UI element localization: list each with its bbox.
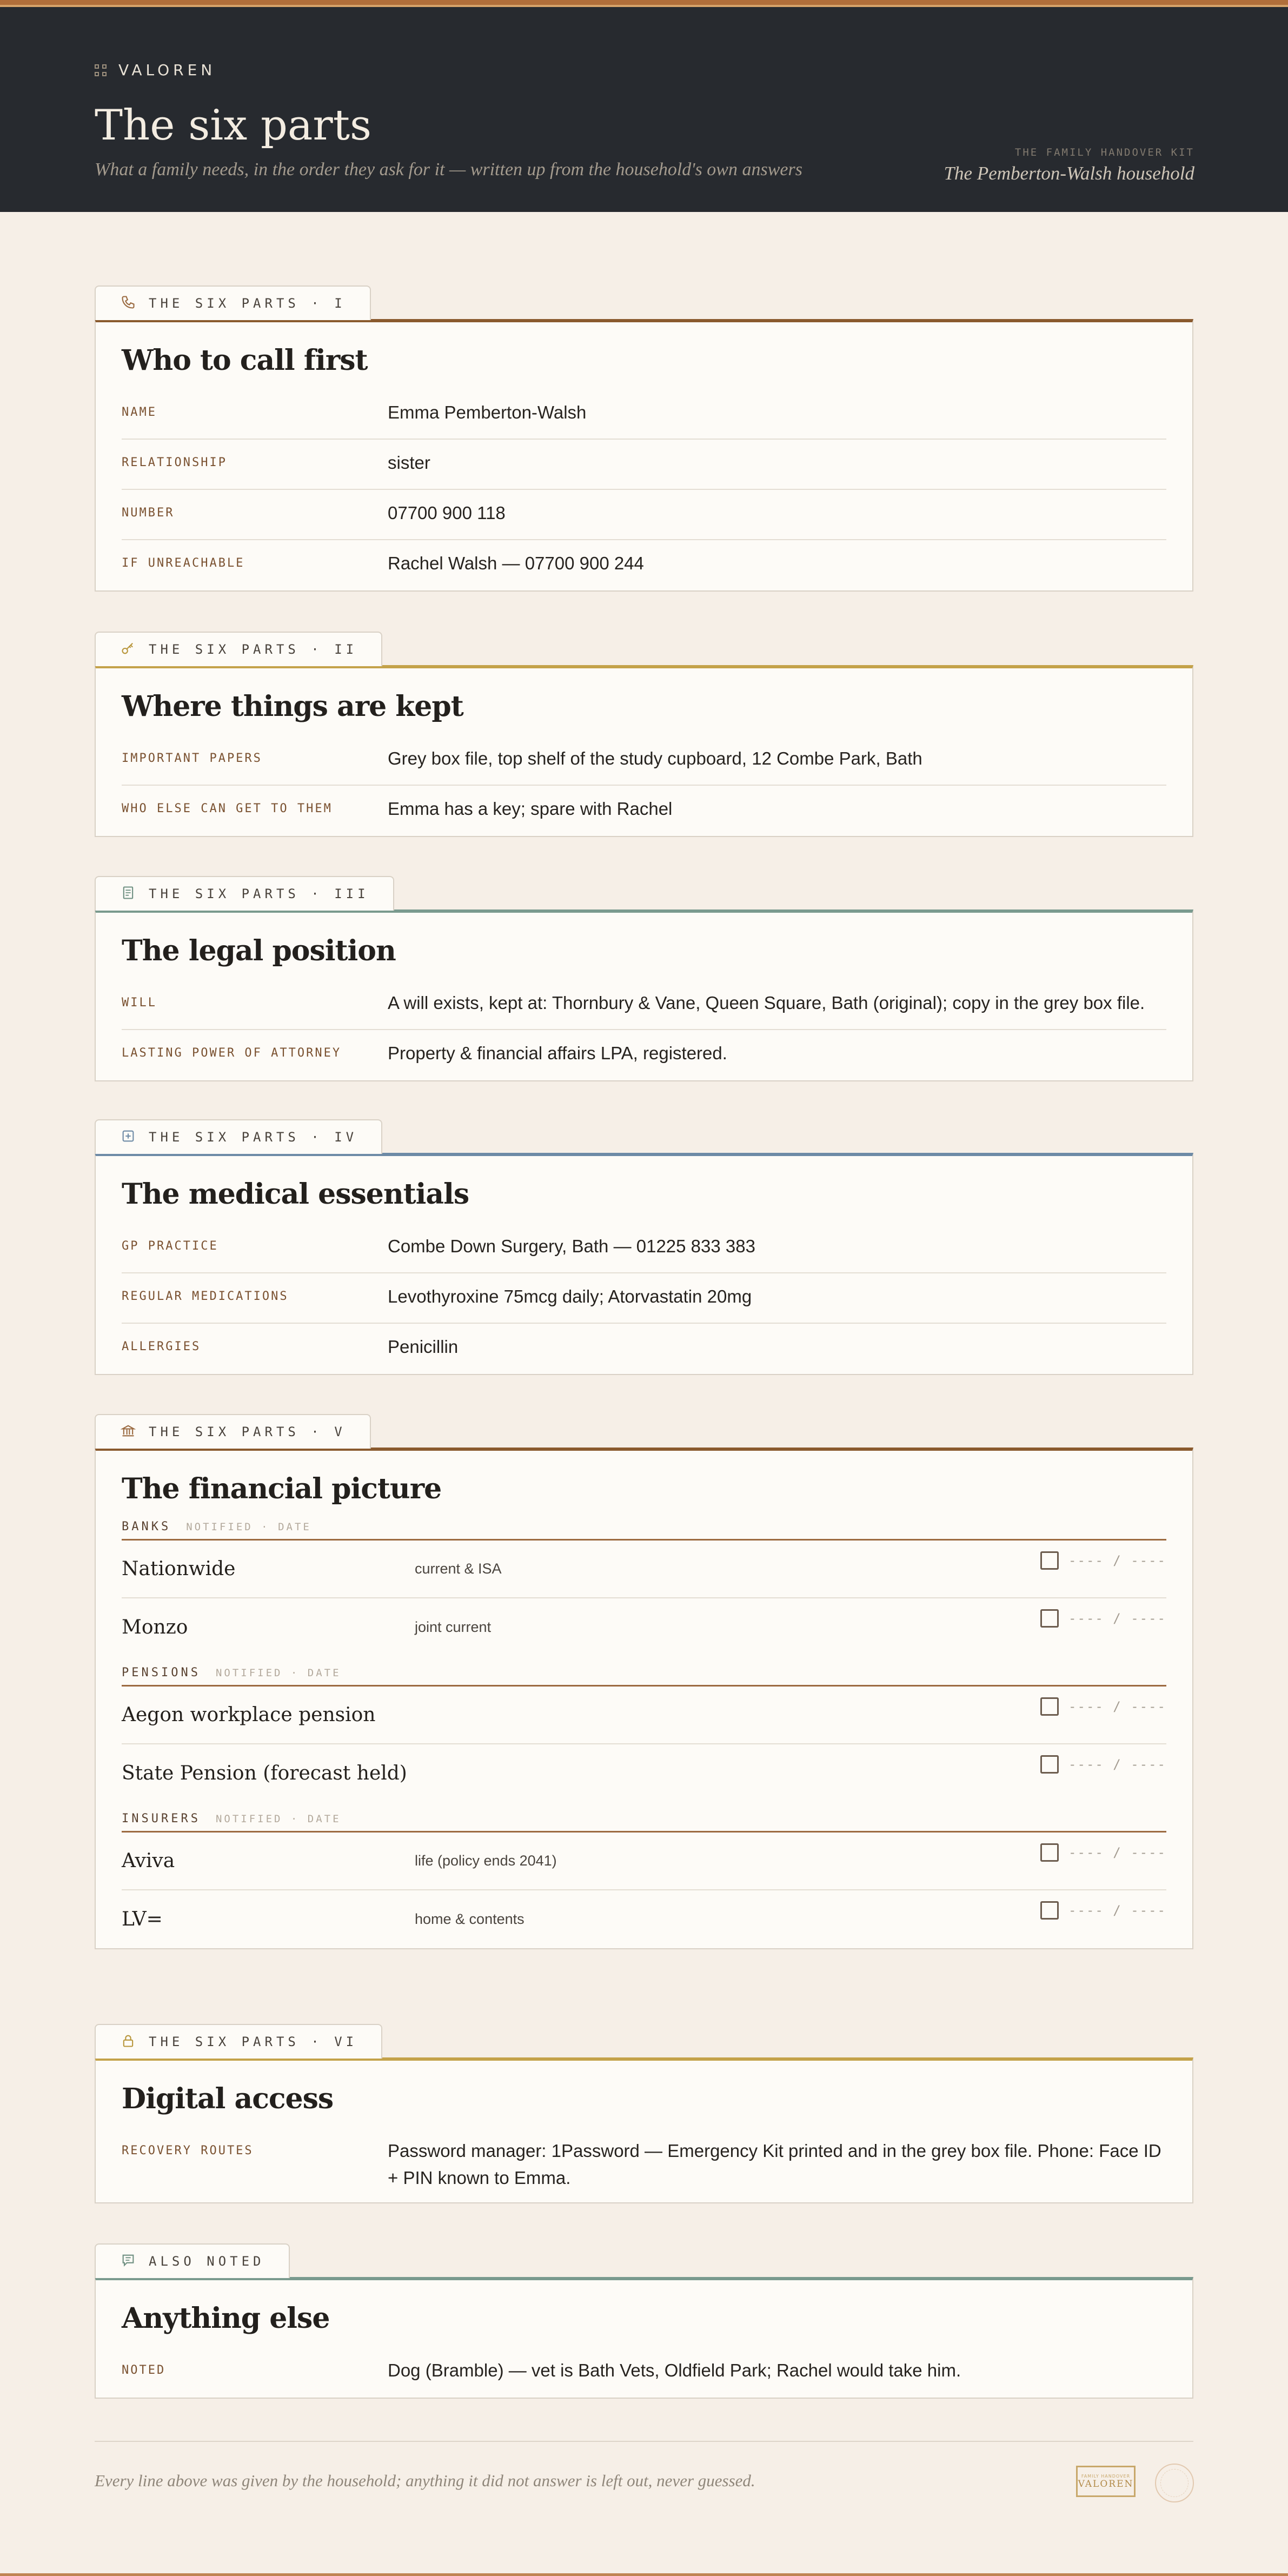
household-name: The Pemberton-Walsh household	[944, 163, 1194, 184]
group-name: INSURERS	[122, 1812, 201, 1825]
field-label: NOTED	[122, 2363, 166, 2377]
card-title: Where things are kept	[122, 690, 463, 723]
field-row	[122, 2128, 1166, 2202]
tab-section-4	[95, 1119, 382, 1154]
notified-checkbox[interactable]	[1040, 1901, 1059, 1920]
field-value: sister	[388, 453, 430, 473]
field-label: WHO ELSE CAN GET TO THEM	[122, 802, 333, 815]
account-name: Nationwide	[122, 1558, 236, 1580]
group-header	[122, 1808, 1166, 1833]
field-row	[122, 440, 1166, 490]
note-icon	[121, 2253, 136, 2270]
account-type: current & ISA	[415, 1561, 502, 1577]
card	[95, 319, 1193, 592]
key-icon	[121, 641, 136, 658]
notified-date[interactable]: ---- / ----	[1068, 1699, 1166, 1714]
document-icon	[121, 885, 136, 902]
card	[95, 1153, 1193, 1375]
notified-checkbox[interactable]	[1040, 1755, 1059, 1774]
field-row	[122, 786, 1166, 836]
field-value: Rachel Walsh — 07700 900 244	[388, 553, 644, 573]
notified-checkbox[interactable]	[1040, 1551, 1059, 1570]
section-medical	[95, 1119, 1193, 1376]
kit-label: THE FAMILY HANDOVER KIT	[1014, 147, 1194, 158]
field-value: Combe Down Surgery, Bath — 01225 833 383	[388, 1236, 755, 1256]
field-value: A will exists, kept at: Thornbury & Vane, Queen Square, Bath (original); copy in the grey box file.	[388, 993, 1145, 1013]
account-type: joint current	[415, 1619, 492, 1635]
field-label: RELATIONSHIP	[122, 456, 227, 469]
account-name: Aegon workplace pension	[122, 1704, 376, 1726]
tab-label: THE SIX PARTS · V	[149, 1424, 346, 1439]
stamp-brand-text: VALOREN	[1078, 2478, 1134, 2489]
field-label: GP PRACTICE	[122, 1239, 218, 1253]
group-header	[122, 1516, 1166, 1541]
field-value: Emma has a key; spare with Rachel	[388, 799, 673, 819]
footer-divider	[95, 2441, 1193, 2442]
card	[95, 665, 1193, 837]
tab-label: THE SIX PARTS · VI	[149, 2034, 358, 2049]
notified-date[interactable]: ---- / ----	[1068, 1845, 1166, 1860]
notified-control	[1040, 1551, 1166, 1570]
lock-icon	[121, 2033, 136, 2050]
notified-control	[1040, 1843, 1166, 1862]
account-name: Aviva	[122, 1850, 175, 1872]
field-row	[122, 389, 1166, 440]
account-type: life (policy ends 2041)	[415, 1853, 557, 1869]
account-name: Monzo	[122, 1616, 188, 1638]
card	[95, 2277, 1193, 2399]
notified-checkbox[interactable]	[1040, 1697, 1059, 1716]
group-subheading: NOTIFIED · DATE	[215, 1813, 341, 1825]
field-row	[122, 1223, 1166, 1273]
notified-date[interactable]: ---- / ----	[1068, 1553, 1166, 1568]
group-header	[122, 1662, 1166, 1687]
seal-icon	[1155, 2464, 1194, 2502]
card	[95, 1448, 1193, 1949]
card	[95, 2057, 1193, 2203]
tab-section-1	[95, 286, 371, 320]
field-row	[122, 1030, 1166, 1080]
field-row	[122, 490, 1166, 540]
card	[95, 909, 1193, 1081]
notified-date[interactable]: ---- / ----	[1068, 1903, 1166, 1918]
brand	[95, 61, 216, 79]
phone-icon	[121, 295, 136, 312]
field-value: Grey box file, top shelf of the study cupboard, 12 Combe Park, Bath	[388, 748, 922, 768]
tab-also-noted	[95, 2243, 290, 2278]
account-type: home & contents	[415, 1911, 525, 1927]
brand-logo-icon	[95, 64, 107, 76]
brand-stamp	[1076, 2466, 1136, 2497]
tab-label: THE SIX PARTS · III	[149, 886, 369, 901]
tab-label: ALSO NOTED	[149, 2254, 265, 2269]
card-title: Digital access	[122, 2082, 334, 2115]
group-name: PENSIONS	[122, 1666, 201, 1679]
section-digital-access	[95, 2024, 1193, 2208]
tab-section-6	[95, 2024, 382, 2059]
section-also-noted	[95, 2243, 1193, 2400]
page-subtitle: What a family needs, in the order they ask for it — written up from the household's own answers	[95, 160, 802, 180]
field-value: Dog (Bramble) — vet is Bath Vets, Oldfield Park; Rachel would take him.	[388, 2360, 961, 2380]
field-label: IMPORTANT PAPERS	[122, 752, 262, 765]
bottom-edge	[0, 2573, 1288, 2576]
account-row	[122, 1541, 1166, 1598]
footer-note: Every line above was given by the household; anything it did not answer is left out, never guessed.	[95, 2471, 755, 2490]
card-title: Who to call first	[122, 344, 368, 377]
bank-icon	[121, 1423, 136, 1440]
card-title: The medical essentials	[122, 1178, 469, 1211]
account-row	[122, 1687, 1166, 1744]
tab-label: THE SIX PARTS · I	[149, 296, 346, 311]
card-title: Anything else	[122, 2302, 330, 2335]
notified-date[interactable]: ---- / ----	[1068, 1757, 1166, 1772]
tab-section-2	[95, 632, 382, 666]
tab-label: THE SIX PARTS · IV	[149, 1130, 358, 1145]
card-title: The legal position	[122, 934, 396, 967]
account-row	[122, 1833, 1166, 1890]
field-label: NAME	[122, 406, 157, 419]
notified-control	[1040, 1609, 1166, 1628]
field-value: Levothyroxine 75mcg daily; Atorvastatin 20mg	[388, 1286, 752, 1306]
tab-label: THE SIX PARTS · II	[149, 642, 358, 657]
account-row	[122, 1598, 1166, 1656]
page-title: The six parts	[95, 101, 372, 150]
section-who-to-call	[95, 286, 1193, 594]
brand-name: VALOREN	[118, 61, 216, 79]
field-row	[122, 540, 1166, 590]
notified-checkbox[interactable]	[1040, 1609, 1059, 1628]
account-name: State Pension (forecast held)	[122, 1762, 407, 1784]
field-row	[122, 2347, 1166, 2398]
field-label: REGULAR MEDICATIONS	[122, 1290, 289, 1303]
stamp-small-text: FAMILY HANDOVER	[1081, 2473, 1131, 2479]
tab-section-5	[95, 1414, 371, 1449]
group-subheading: NOTIFIED · DATE	[215, 1667, 341, 1679]
field-value: Emma Pemberton-Walsh	[388, 402, 587, 422]
field-row	[122, 735, 1166, 786]
field-label: IF UNREACHABLE	[122, 556, 245, 570]
field-value: Penicillin	[388, 1337, 459, 1357]
field-row	[122, 1324, 1166, 1374]
account-name: LV=	[122, 1908, 163, 1930]
account-row	[122, 1744, 1166, 1802]
field-label: ALLERGIES	[122, 1340, 201, 1353]
field-row	[122, 980, 1166, 1030]
section-financial	[95, 1414, 1193, 1987]
field-label: WILL	[122, 996, 157, 1010]
field-label: RECOVERY ROUTES	[122, 2144, 254, 2157]
group-name: BANKS	[122, 1520, 171, 1533]
tab-section-3	[95, 876, 394, 911]
section-legal-position	[95, 876, 1193, 1081]
medical-cross-icon	[121, 1128, 136, 1146]
kit-info	[944, 147, 1194, 184]
field-value: Property & financial affairs LPA, registered.	[388, 1043, 727, 1063]
notified-checkbox[interactable]	[1040, 1843, 1059, 1862]
notified-control	[1040, 1901, 1166, 1920]
field-row	[122, 1273, 1166, 1324]
section-where-kept	[95, 632, 1193, 837]
header-banner	[0, 0, 1288, 212]
field-value: 07700 900 118	[388, 503, 506, 523]
field-label: NUMBER	[122, 506, 175, 520]
notified-control	[1040, 1755, 1166, 1774]
card-title: The financial picture	[122, 1472, 442, 1505]
account-row	[122, 1890, 1166, 1948]
group-subheading: NOTIFIED · DATE	[186, 1521, 311, 1533]
field-label: LASTING POWER OF ATTORNEY	[122, 1046, 342, 1060]
field-value: Password manager: 1Password — Emergency Kit printed and in the grey box file. Phone: Face ID + PIN known to Emma.	[388, 2141, 1161, 2188]
notified-date[interactable]: ---- / ----	[1068, 1611, 1166, 1626]
notified-control	[1040, 1697, 1166, 1716]
